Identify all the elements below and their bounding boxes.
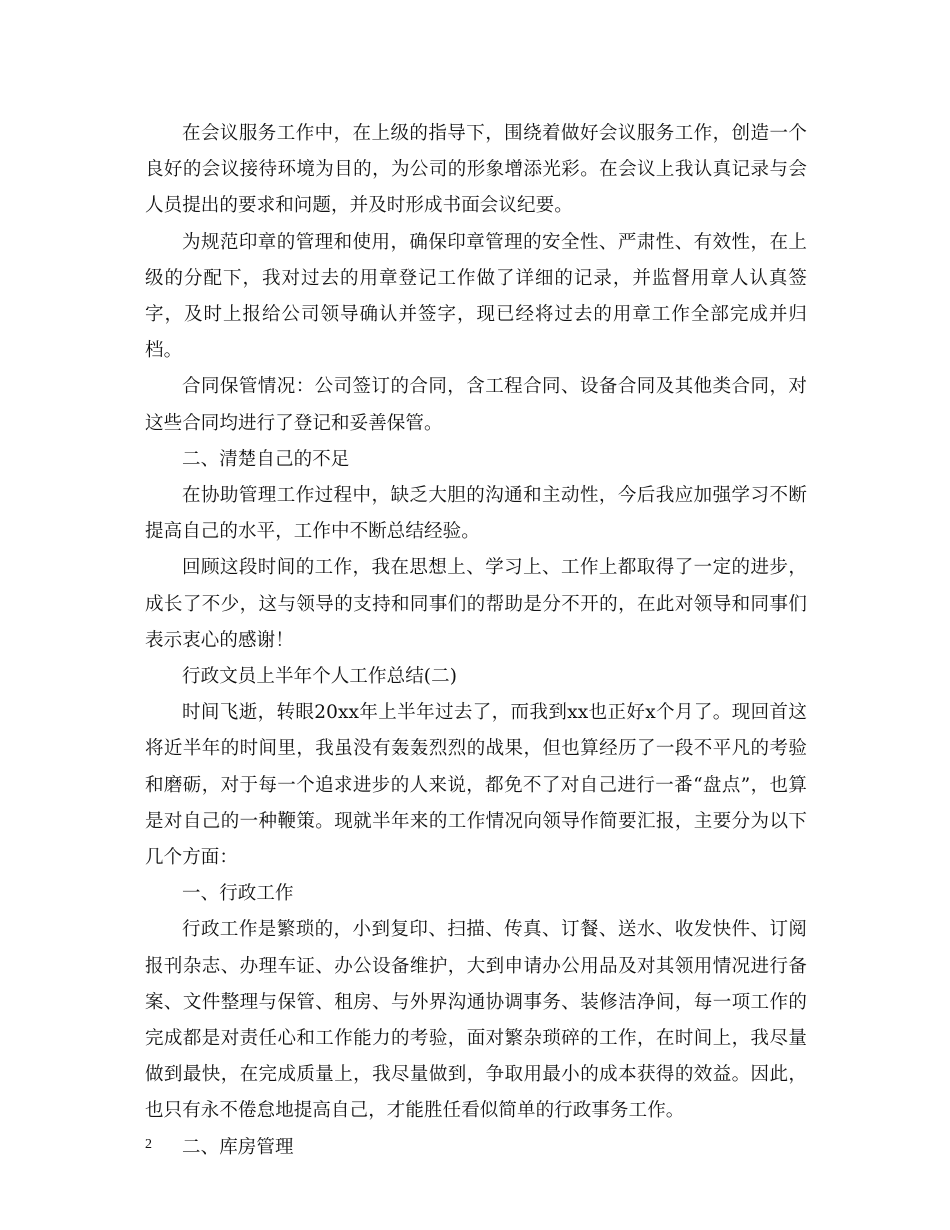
page-number: 2: [145, 1137, 152, 1152]
paragraph-contract-custody: 合同保管情况：公司签订的合同，含工程合同、设备合同及其他类合同，对这些合同均进行了登记和妥善保管。: [145, 376, 807, 434]
paragraph-administration: 行政工作是繁琐的，小到复印、扫描、传真、订餐、送水、收发快件、订阅报刊杂志、办理车证、办公设备维护，大到申请办公用品及对其领用情况进行备案、文件整理与保管、租房、与外界沟通协调事务、装修洁净间，每一项工作的完成都是对责任心和工作能力的考验，面对繁杂琐碎的工作，在时间上，我尽量做到最快，在完成质量上，我尽量做到，争取用最小的成本获得的效益。因此，也只有永不倦怠地提高自己，才能胜任看似简单的行政事务工作。: [145, 919, 807, 1122]
section-heading-administration: 一、行政工作: [182, 883, 294, 905]
paragraph-shortcomings: 在协助管理工作过程中，缺乏大胆的沟通和主动性，今后我应加强学习不断提高自己的水平，工作中不断总结经验。: [145, 485, 807, 543]
paragraph-review: 回顾这段时间的工作，我在思想上、学习上、工作上都取得了一定的进步，成长了不少，这与领导的支持和同事们的帮助是分不开的，在此对领导和同事们表示衷心的感谢！: [145, 557, 807, 651]
section-heading-warehouse: 二、库房管理: [182, 1136, 294, 1158]
section-heading-shortcomings: 二、清楚自己的不足: [182, 448, 350, 470]
document-body: [145, 116, 807, 1166]
document-subtitle: 行政文员上半年个人工作总结(二): [182, 666, 458, 688]
paragraph-meeting-service: 在会议服务工作中，在上级的指导下，围绕着做好会议服务工作，创造一个良好的会议接待环境为目的，为公司的形象增添光彩。在会议上我认真记录与会人员提出的要求和问题，并及时形成书面会议纪要。: [145, 123, 807, 217]
paragraph-seal-management: 为规范印章的管理和使用，确保印章管理的安全性、严肃性、有效性，在上级的分配下，我对过去的用章登记工作做了详细的记录，并监督用章人认真签字，及时上报给公司领导确认并签字，现已经将过去的用章工作全部完成并归档。: [145, 231, 807, 362]
paragraph-introduction: 时间飞逝，转眼20xx年上半年过去了，而我到xx也正好x个月了。现回首这将近半年的时间里，我虽没有轰轰烈烈的战果，但也算经历了一段不平凡的考验和磨砺，对于每一个追求进步的人来说，都免不了对自己进行一番“盘点”，也算是对自己的一种鞭策。现就半年来的工作情况向领导作简要汇报，主要分为以下几个方面：: [145, 702, 807, 869]
